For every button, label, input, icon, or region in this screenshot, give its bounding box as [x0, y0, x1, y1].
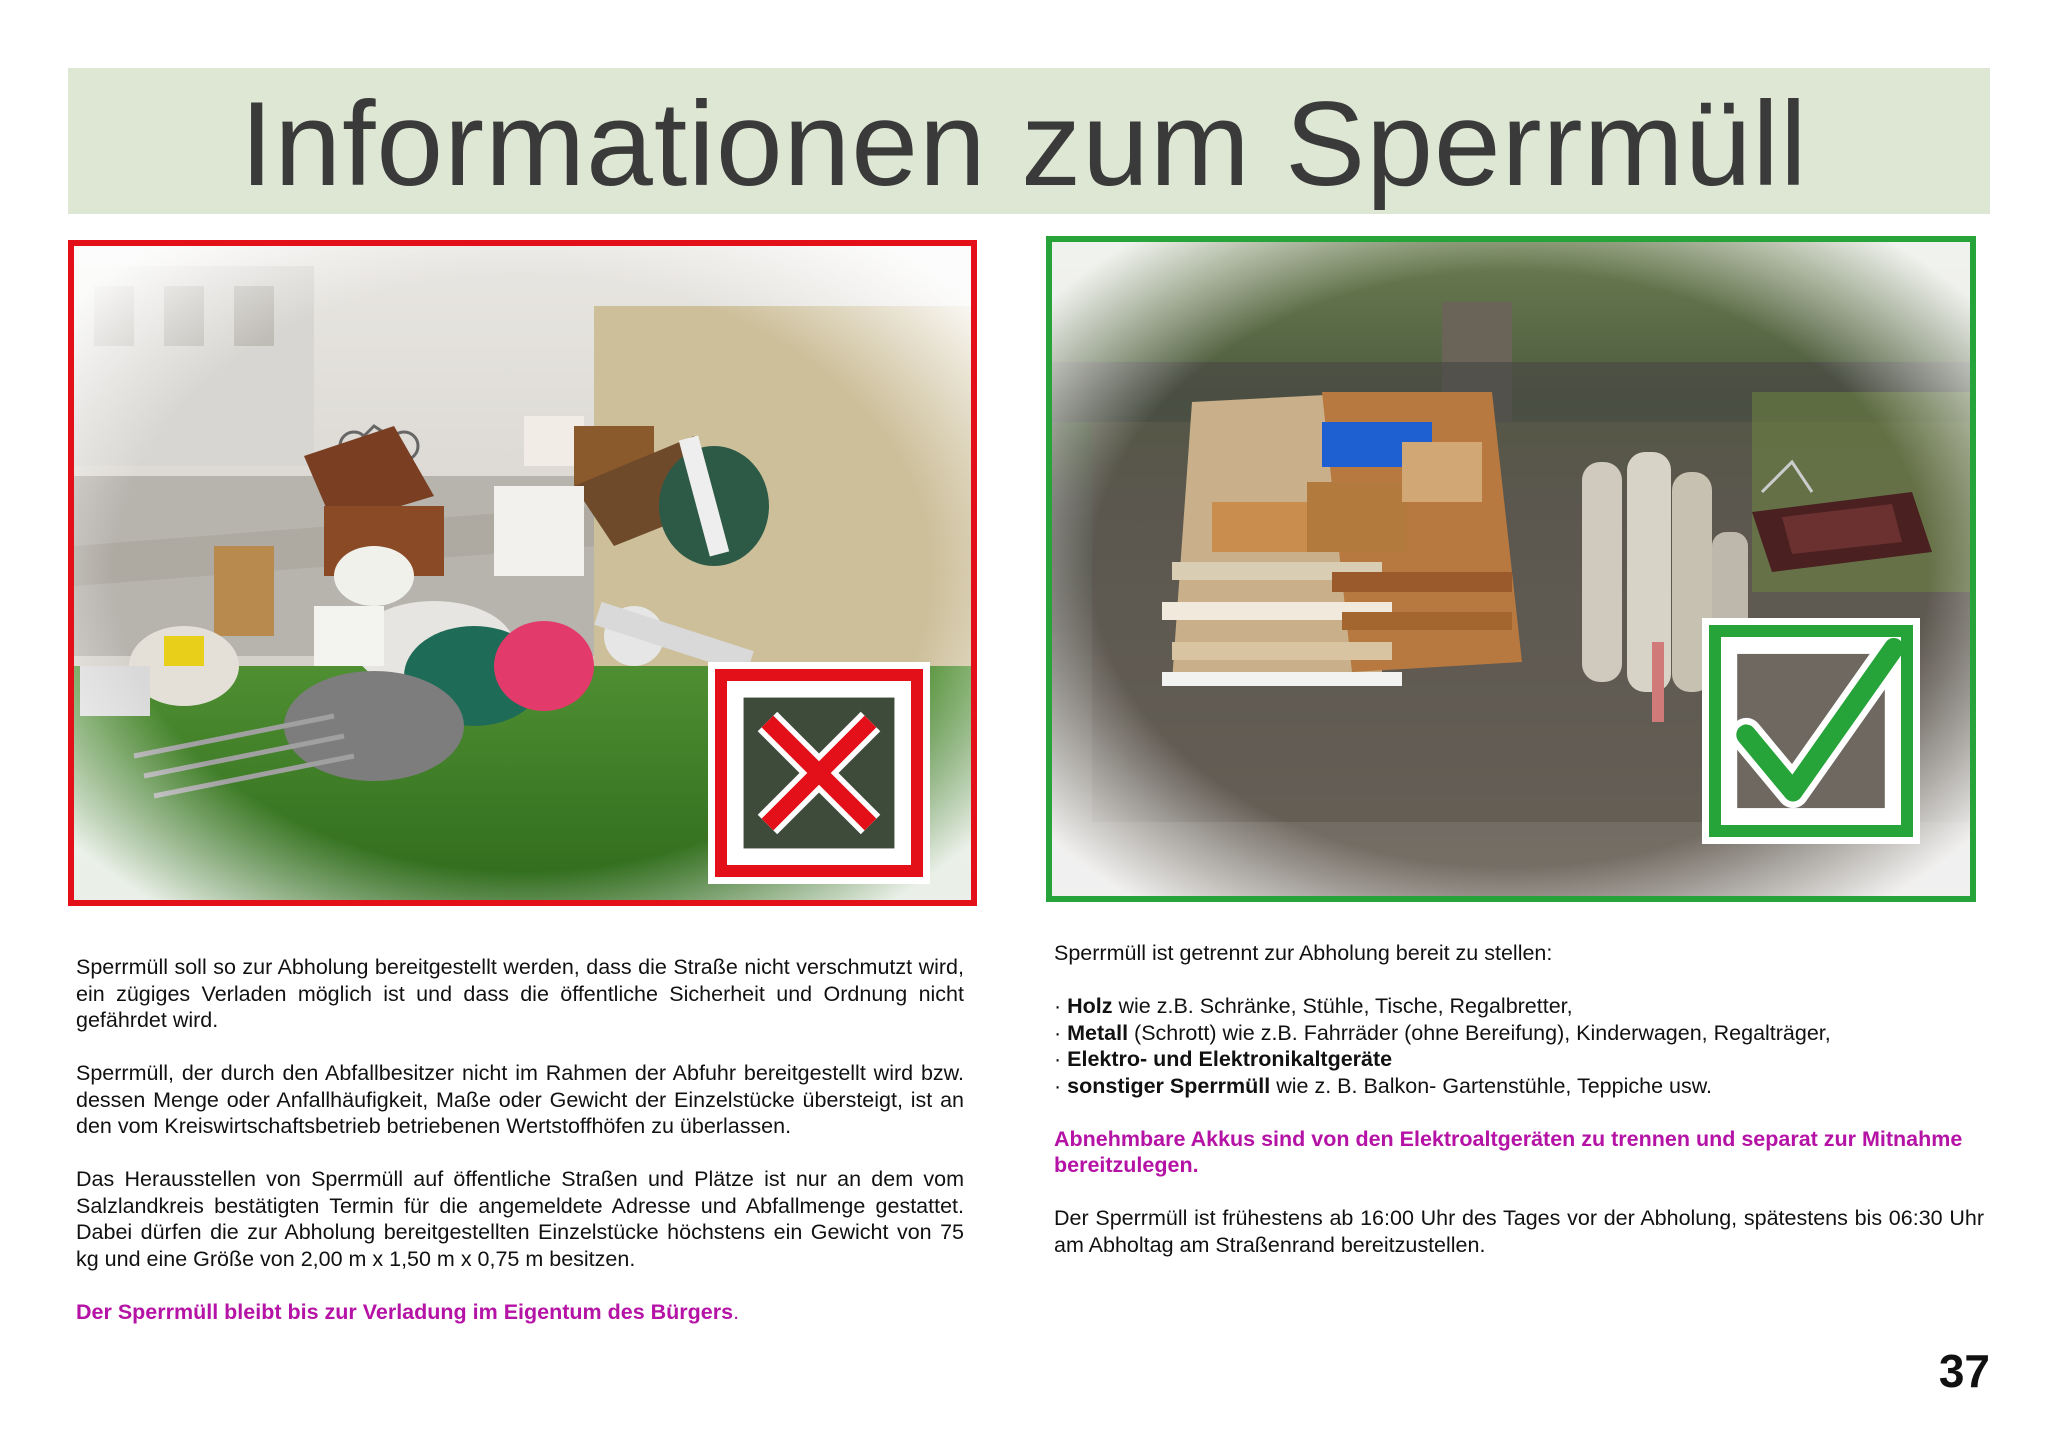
- good-example-photo: [1046, 236, 1976, 902]
- correct-symbol: [1702, 618, 1920, 844]
- placement-time-note: Der Sperrmüll ist frühestens ab 16:00 Uhr des Tages vor der Abholung, spätestens bis 06:30 Uhr am Abholtag am Straßenrand bereitzustellen.: [1054, 1206, 1984, 1257]
- bad-example-photo: [68, 240, 977, 906]
- list-item: · Elektro- und Elektronikaltgeräte: [1054, 1047, 1393, 1071]
- page-number: 37: [1938, 1345, 1990, 1397]
- paragraph-recycling-centres: Sperrmüll, der durch den Abfallbesitzer nicht im Rahmen der Abfuhr bereitgestellt wird bzw. dessen Menge oder Anfallhäufigkeit, Maße oder Gewicht der Einzelstücke übersteigt, ist an den vom Kreiswirtschaftsbetrieb betriebenen Wertstoffhöfen zu überlassen.: [76, 1061, 964, 1138]
- list-item: · sonstiger Sperrmüll wie z. B. Balkon- Gartenstühle, Teppiche usw.: [1054, 1073, 1713, 1098]
- separation-intro: Sperrmüll ist getrennt zur Abholung bereit zu stellen:: [1054, 941, 1553, 965]
- ownership-note: [76, 1299, 964, 1326]
- paragraph-size-limits: Das Herausstellen von Sperrmüll auf öffentliche Straßen und Plätze ist nur an dem vom Salzlandkreis bestätigten Termin für die angemeldete Adresse und Abfallmenge gestattet. Dabei dürfen die zur Abholung bereitgestellten Einzelstücke höchstens ein Gewicht von 75 kg und eine Größe von 2,00 m x 1,50 m x 0,75 m besitzen.: [76, 1167, 964, 1271]
- right-text-column: [1054, 940, 1984, 1285]
- cross-mark-icon: [727, 681, 911, 865]
- list-item: · Metall (Schrott) wie z.B. Fahrräder (ohne Bereifung), Kinderwagen, Regalträger,: [1054, 1020, 1831, 1045]
- paragraph-collection-rules: Sperrmüll soll so zur Abholung bereitgestellt werden, dass die Straße nicht verschmutzt wird, ein zügiges Verladen möglich ist und dass die öffentliche Sicherheit und Ordnung nicht gefährdet wird.: [76, 955, 964, 1032]
- battery-notice: Abnehmbare Akkus sind von den Elektroaltgeräten zu trennen und separat zur Mitnahme bereitzulegen.: [1054, 1126, 1963, 1177]
- wrong-symbol: [708, 662, 930, 884]
- ownership-highlight: Der Sperrmüll bleibt bis zur Verladung im Eigentum des Bürgers: [76, 1299, 734, 1324]
- waste-category-list: [1054, 993, 1984, 1099]
- title-banner: [68, 68, 1990, 214]
- check-mark-icon: [1721, 637, 1901, 825]
- page-title: Informationen zum Sperrmüll: [240, 77, 1808, 211]
- list-item: · Holz wie z.B. Schränke, Stühle, Tische, Regalbretter,: [1054, 994, 1573, 1018]
- ownership-period: .: [733, 1299, 740, 1324]
- left-text-column: [76, 954, 964, 1325]
